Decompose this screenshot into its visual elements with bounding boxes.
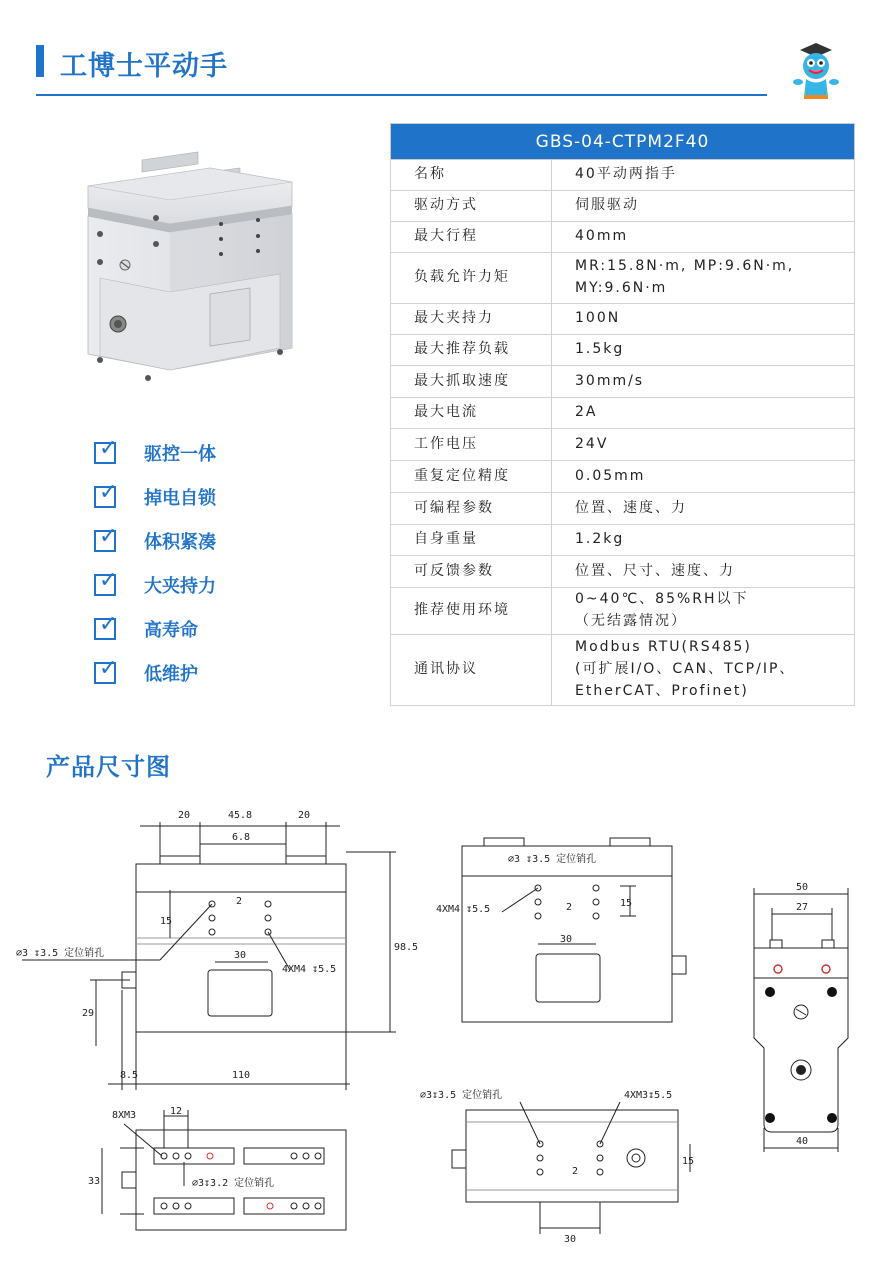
spec-value: MR:15.8N·m, MP:9.6N·m, MY:9.6N·m — [552, 253, 855, 304]
dim-label: ∅3 ↧3.5 定位销孔 — [508, 854, 597, 865]
feature-label: 低维护 — [144, 664, 198, 685]
dim-label: 15 — [682, 1156, 695, 1167]
dim-label: 40 — [796, 1136, 809, 1147]
spec-value: 位置、尺寸、速度、力 — [552, 556, 855, 588]
dimensions-section-title: 产品尺寸图 — [46, 753, 171, 781]
checkbox-icon: ✓ — [94, 530, 116, 552]
spec-key: 可反馈参数 — [391, 556, 552, 588]
spec-key: 通讯协议 — [391, 635, 552, 706]
spec-row — [391, 493, 855, 525]
spec-value: 2A — [552, 398, 855, 429]
spec-table-model: GBS-04-CTPM2F40 — [391, 124, 855, 160]
spec-row — [391, 191, 855, 222]
spec-key: 可编程参数 — [391, 493, 552, 525]
back-view-drawing — [430, 830, 700, 1030]
dim-label: 98.5 — [394, 942, 419, 953]
feature-item — [94, 656, 294, 686]
dim-label: 33 — [88, 1176, 101, 1187]
dim-label: 29 — [82, 1008, 95, 1019]
feature-label: 高寿命 — [144, 620, 198, 641]
feature-label: 掉电自锁 — [144, 488, 216, 509]
spec-key: 驱动方式 — [391, 191, 552, 222]
front-view-drawing — [10, 800, 419, 1090]
dim-label: 2 — [236, 896, 243, 907]
spec-value: 30mm/s — [552, 366, 855, 398]
dim-label: 6.8 — [232, 832, 251, 843]
dim-label: 4XM3↧5.5 — [624, 1090, 673, 1101]
feature-item — [94, 612, 294, 642]
spec-row — [391, 429, 855, 461]
spec-row — [391, 253, 855, 304]
spec-row — [391, 635, 855, 706]
dim-label: 45.8 — [228, 810, 253, 821]
spec-row — [391, 398, 855, 429]
bottom-right-view-drawing — [420, 1084, 720, 1244]
dim-label: 50 — [796, 882, 809, 893]
checkbox-icon: ✓ — [94, 662, 116, 684]
dim-label: 2 — [572, 1166, 579, 1177]
dim-label: 20 — [298, 810, 311, 821]
checkbox-icon: ✓ — [94, 574, 116, 596]
dim-label: ∅3 ↧3.5 定位销孔 — [16, 948, 105, 959]
feature-item — [94, 524, 294, 554]
dim-label: 30 — [564, 1234, 577, 1245]
dim-label: ∅3↧3.5 定位销孔 — [420, 1090, 503, 1101]
dim-label: 12 — [170, 1106, 183, 1117]
dim-label: 30 — [234, 950, 247, 961]
spec-value: 1.5kg — [552, 335, 855, 366]
bottom-left-view-drawing — [84, 1100, 364, 1240]
spec-row — [391, 556, 855, 588]
dim-label: 8.5 — [120, 1070, 139, 1081]
spec-row — [391, 461, 855, 493]
spec-value: 100N — [552, 304, 855, 335]
feature-label: 大夹持力 — [144, 576, 216, 597]
spec-key: 负载允许力矩 — [391, 253, 552, 304]
feature-label: 体积紧凑 — [144, 532, 216, 553]
dim-label: 20 — [178, 810, 191, 821]
feature-label: 驱控一体 — [144, 444, 216, 465]
spec-key: 最大夹持力 — [391, 304, 552, 335]
spec-key: 最大抓取速度 — [391, 366, 552, 398]
spec-row — [391, 160, 855, 191]
spec-value: Modbus RTU(RS485) (可扩展I/O、CAN、TCP/IP、 EtherCAT、Profinet) — [552, 635, 855, 706]
spec-row — [391, 588, 855, 635]
spec-row — [391, 335, 855, 366]
spec-value: 40mm — [552, 222, 855, 253]
spec-value: 0.05mm — [552, 461, 855, 493]
spec-row — [391, 525, 855, 556]
spec-key: 最大电流 — [391, 398, 552, 429]
dim-label: 30 — [560, 934, 573, 945]
feature-item — [94, 480, 294, 510]
dim-label: 8XM3 — [112, 1110, 137, 1121]
spec-key: 自身重量 — [391, 525, 552, 556]
spec-row — [391, 366, 855, 398]
spec-table — [390, 123, 855, 706]
checkbox-icon: ✓ — [94, 618, 116, 640]
checkbox-icon: ✓ — [94, 486, 116, 508]
spec-key: 最大推荐负载 — [391, 335, 552, 366]
page-title: 工博士平动手 — [60, 51, 228, 82]
feature-item — [94, 568, 294, 598]
dim-label: 110 — [232, 1070, 251, 1081]
spec-key: 名称 — [391, 160, 552, 191]
spec-row — [391, 222, 855, 253]
product-photo — [80, 138, 300, 400]
dim-label: 2 — [566, 902, 573, 913]
title-accent-bar — [36, 45, 44, 77]
spec-value: 位置、速度、力 — [552, 493, 855, 525]
dim-label: 4XM4 ↧5.5 — [436, 904, 491, 915]
dim-label: ∅3↧3.2 定位销孔 — [192, 1178, 275, 1189]
spec-key: 最大行程 — [391, 222, 552, 253]
spec-value: 40平动两指手 — [552, 160, 855, 191]
spec-value: 1.2kg — [552, 525, 855, 556]
spec-key: 推荐使用环境 — [391, 588, 552, 635]
dim-label: 27 — [796, 902, 809, 913]
spec-value: 0~40℃、85%RH以下 （无结露情况） — [552, 588, 855, 635]
spec-value: 24V — [552, 429, 855, 461]
side-view-drawing — [740, 878, 860, 1158]
dim-label: 15 — [160, 916, 173, 927]
dim-label: 4XM4 ↧5.5 — [282, 964, 337, 975]
mascot-logo-icon — [790, 40, 842, 102]
dim-label: 15 — [620, 898, 633, 909]
spec-key: 重复定位精度 — [391, 461, 552, 493]
header-divider — [36, 94, 767, 96]
spec-value: 伺服驱动 — [552, 191, 855, 222]
spec-row — [391, 304, 855, 335]
feature-item — [94, 436, 294, 466]
checkbox-icon: ✓ — [94, 442, 116, 464]
spec-key: 工作电压 — [391, 429, 552, 461]
